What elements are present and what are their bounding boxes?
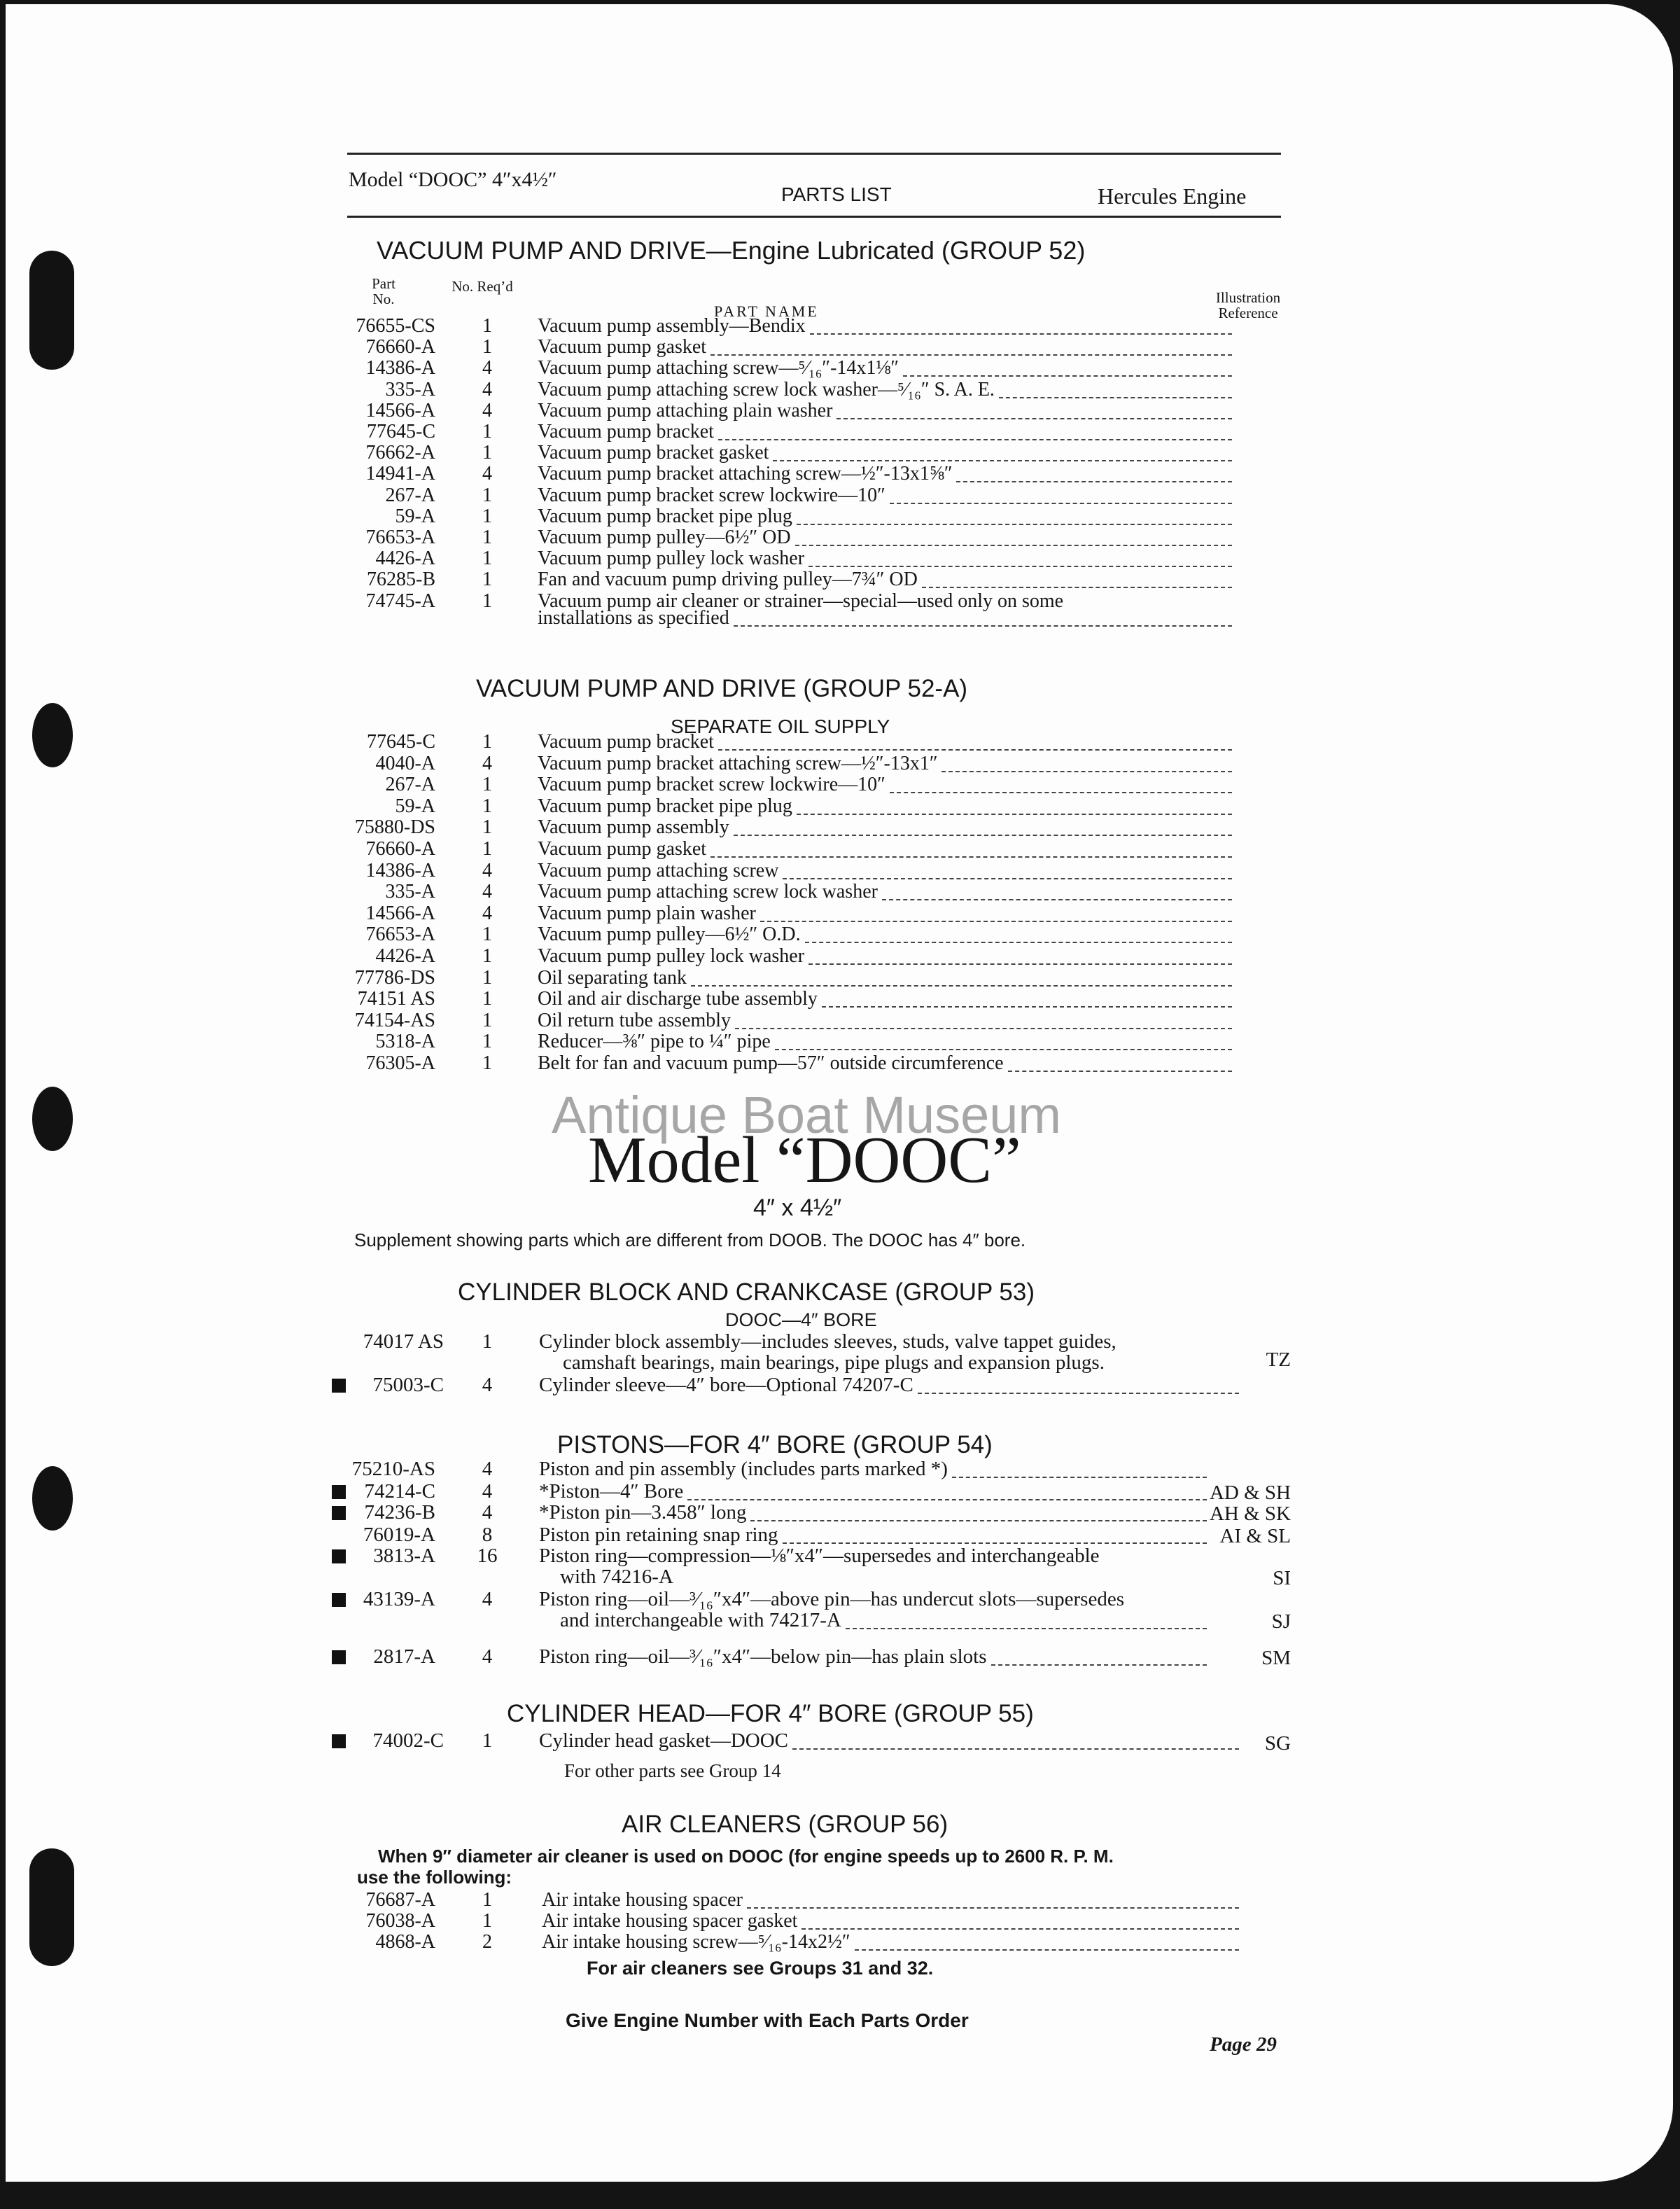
supplement-note: Supplement showing parts which are different from DOOB. The DOOC has 4″ bore. bbox=[354, 1229, 1026, 1250]
new-part-marker-icon bbox=[332, 1549, 346, 1563]
part-number: 76660-A bbox=[365, 838, 435, 860]
part-name: Piston and pin assembly (includes parts marked *) bbox=[539, 1458, 948, 1480]
part-name: Oil return tube assembly bbox=[538, 1010, 732, 1031]
quantity-required: 4 bbox=[482, 881, 492, 903]
leader-dots bbox=[1008, 1071, 1232, 1072]
quantity-required: 1 bbox=[482, 838, 492, 860]
part-name: Vacuum pump bracket attaching screw—½″-13x1⅝″ bbox=[538, 463, 953, 485]
part-number: 14941-A bbox=[365, 463, 435, 485]
part-number: 4426-A bbox=[375, 548, 435, 569]
part-number: 267-A bbox=[385, 774, 435, 795]
leader-dots bbox=[802, 1928, 1239, 1930]
quantity-required: 1 bbox=[482, 1889, 492, 1911]
part-number: 76687-A bbox=[365, 1889, 435, 1911]
header-right: Hercules Engine bbox=[1098, 183, 1247, 209]
footer-notice: Give Engine Number with Each Parts Order bbox=[566, 2009, 969, 2031]
quantity-required: 4 bbox=[482, 1458, 493, 1480]
new-part-marker-icon bbox=[332, 1485, 346, 1499]
leader-dots bbox=[941, 771, 1232, 772]
quantity-required: 4 bbox=[482, 1480, 493, 1503]
part-name: Belt for fan and vacuum pump—57″ outside circumference bbox=[538, 1052, 1004, 1074]
part-number: 76653-A bbox=[365, 527, 435, 548]
part-number: 5318-A bbox=[375, 1031, 435, 1052]
quantity-required: 1 bbox=[482, 485, 492, 506]
part-name: Fan and vacuum pump driving pulley—7¾″ OD bbox=[538, 569, 918, 590]
new-part-marker-icon bbox=[332, 1593, 346, 1607]
leader-dots bbox=[775, 1049, 1232, 1050]
quantity-required: 1 bbox=[482, 590, 492, 612]
part-name: *Piston—4″ Bore bbox=[539, 1480, 684, 1503]
quantity-required: 1 bbox=[482, 945, 492, 967]
part-number: 335-A bbox=[385, 881, 435, 903]
illustration-reference: TZ bbox=[1266, 1349, 1291, 1371]
part-number: 43139-A bbox=[363, 1588, 435, 1610]
illustration-reference: SM bbox=[1261, 1647, 1291, 1669]
part-name: Vacuum pump attaching screw lock washer—⁵⁄₁₆″ S. A. E. bbox=[538, 379, 995, 400]
part-name: Vacuum pump gasket bbox=[538, 336, 707, 358]
leader-dots bbox=[797, 814, 1232, 815]
quantity-required: 4 bbox=[482, 463, 492, 485]
part-name: Air intake housing spacer gasket bbox=[542, 1910, 798, 1932]
part-name: Cylinder sleeve—4″ bore—Optional 74207-C bbox=[539, 1374, 913, 1396]
quantity-required: 1 bbox=[482, 1910, 492, 1932]
col-part-no: Part No. bbox=[372, 275, 396, 308]
part-number: 76038-A bbox=[365, 1910, 435, 1932]
part-number: 14566-A bbox=[365, 400, 435, 421]
part-name: Piston ring—oil—³⁄₁₆″x4″—below pin—has plain slots bbox=[539, 1645, 987, 1668]
col-part-name: PART NAME bbox=[714, 302, 819, 320]
part-number: 76305-A bbox=[365, 1052, 435, 1074]
quantity-required: 1 bbox=[482, 527, 492, 548]
new-part-marker-icon bbox=[332, 1379, 346, 1393]
new-part-marker-icon bbox=[332, 1506, 346, 1520]
quantity-required: 1 bbox=[482, 774, 492, 795]
quantity-required: 4 bbox=[482, 1374, 493, 1396]
part-number: 77645-C bbox=[367, 731, 435, 753]
part-number: 77786-DS bbox=[354, 967, 435, 989]
quantity-required: 2 bbox=[482, 1931, 492, 1953]
leader-dots bbox=[783, 1542, 1207, 1544]
part-number: 4868-A bbox=[375, 1931, 435, 1953]
illustration-reference: SG bbox=[1264, 1732, 1291, 1755]
part-name: Vacuum pump bracket screw lockwire—10″ bbox=[538, 485, 886, 506]
leader-dots bbox=[999, 397, 1232, 398]
watermark: Antique Boat Museum bbox=[552, 1086, 1062, 1144]
part-name: *Piston pin—3.458″ long bbox=[539, 1501, 747, 1524]
group52-title: VACUUM PUMP AND DRIVE—Engine Lubricated (GROUP 52) bbox=[377, 236, 1086, 265]
leader-dots bbox=[903, 375, 1232, 377]
part-name: Vacuum pump pulley lock washer bbox=[538, 548, 805, 569]
group54-title: PISTONS—FOR 4″ BORE (GROUP 54) bbox=[557, 1431, 993, 1458]
part-name: Piston pin retaining snap ring bbox=[539, 1524, 778, 1546]
group55-note: For other parts see Group 14 bbox=[564, 1760, 781, 1781]
part-name: Vacuum pump pulley—6½″ O.D. bbox=[538, 924, 801, 945]
leader-dots bbox=[783, 878, 1232, 879]
part-name: Vacuum pump bracket pipe plug bbox=[538, 506, 792, 527]
leader-dots bbox=[773, 460, 1232, 461]
illustration-reference: SI bbox=[1273, 1567, 1291, 1589]
part-number: 267-A bbox=[385, 485, 435, 506]
group53-title: CYLINDER BLOCK AND CRANKCASE (GROUP 53) bbox=[458, 1278, 1035, 1306]
leader-dots bbox=[882, 899, 1232, 900]
leader-dots bbox=[822, 1006, 1232, 1008]
quantity-required: 4 bbox=[482, 400, 492, 421]
leader-dots bbox=[836, 418, 1232, 419]
group56-intro-2: use the following: bbox=[357, 1867, 512, 1888]
leader-dots bbox=[797, 524, 1232, 525]
leader-dots bbox=[750, 1520, 1207, 1521]
new-part-marker-icon bbox=[332, 1734, 346, 1748]
part-number: 74002-C bbox=[372, 1729, 444, 1752]
quantity-required: 1 bbox=[482, 506, 492, 527]
group56-intro-1: When 9″ diameter air cleaner is used on DOOC (for engine speeds up to 2600 R. P. M. bbox=[378, 1846, 1114, 1867]
part-name: Vacuum pump bracket screw lockwire—10″ bbox=[538, 774, 886, 795]
part-number: 74745-A bbox=[365, 590, 435, 612]
model-size: 4″ x 4½″ bbox=[753, 1194, 842, 1221]
part-number: 2817-A bbox=[373, 1645, 435, 1668]
leader-dots bbox=[691, 985, 1232, 987]
part-number: 74154-AS bbox=[354, 1010, 435, 1031]
quantity-required: 4 bbox=[482, 1645, 493, 1668]
part-name: Vacuum pump attaching screw lock washer bbox=[538, 881, 878, 903]
quantity-required: 4 bbox=[482, 1501, 493, 1524]
leader-dots bbox=[687, 1499, 1207, 1500]
quantity-required: 1 bbox=[482, 1729, 493, 1752]
part-number: 76662-A bbox=[365, 442, 435, 464]
part-name: Air intake housing screw—⁵⁄₁₆-14x2½″ bbox=[542, 1931, 850, 1953]
part-name-continued: installations as specified bbox=[538, 607, 729, 629]
leader-dots bbox=[805, 942, 1232, 943]
leader-dots bbox=[855, 1949, 1239, 1951]
quantity-required: 16 bbox=[477, 1545, 498, 1567]
part-name: Vacuum pump bracket bbox=[538, 421, 714, 443]
quantity-required: 1 bbox=[482, 442, 492, 464]
leader-dots bbox=[760, 921, 1232, 922]
part-name: Vacuum pump plain washer bbox=[538, 903, 756, 924]
leader-dots bbox=[918, 1393, 1239, 1394]
part-name: Cylinder head gasket—DOOC bbox=[539, 1729, 788, 1752]
leader-dots bbox=[991, 1664, 1207, 1666]
part-name: Vacuum pump gasket bbox=[538, 838, 707, 860]
col-no-reqd: No. Req’d bbox=[451, 278, 513, 295]
part-name: Air intake housing spacer bbox=[542, 1889, 743, 1911]
leader-dots bbox=[747, 1907, 1239, 1909]
quantity-required: 8 bbox=[482, 1524, 493, 1546]
quantity-required: 1 bbox=[482, 548, 492, 569]
header-top-rule bbox=[347, 153, 1281, 155]
part-number: 76660-A bbox=[365, 336, 435, 358]
leader-dots bbox=[710, 856, 1232, 858]
part-name: Vacuum pump assembly bbox=[538, 816, 729, 838]
part-number: 4426-A bbox=[375, 945, 435, 967]
leader-dots bbox=[808, 566, 1232, 567]
part-number: 74214-C bbox=[364, 1480, 435, 1503]
part-number: 4040-A bbox=[375, 753, 435, 774]
part-number: 76653-A bbox=[365, 924, 435, 945]
quantity-required: 1 bbox=[482, 421, 492, 443]
group52a-subtitle: SEPARATE OIL SUPPLY bbox=[671, 716, 890, 737]
leader-dots bbox=[952, 1477, 1207, 1478]
col-illustration-ref: Illustration Reference bbox=[1215, 289, 1281, 322]
quantity-required: 1 bbox=[482, 1052, 492, 1074]
leader-dots bbox=[890, 792, 1232, 793]
quantity-required: 4 bbox=[482, 357, 492, 379]
part-name-continued: with 74216-A bbox=[560, 1566, 673, 1588]
quantity-required: 1 bbox=[482, 1010, 492, 1031]
leader-dots bbox=[956, 481, 1232, 482]
part-number: 75880-DS bbox=[354, 816, 435, 838]
part-number: 76285-B bbox=[367, 569, 435, 590]
group56-note: For air cleaners see Groups 31 and 32. bbox=[587, 1958, 934, 1979]
group56-title: AIR CLEANERS (GROUP 56) bbox=[622, 1811, 948, 1838]
part-name: Vacuum pump air cleaner or strainer—special—used only on some bbox=[538, 590, 1064, 612]
part-number: 14566-A bbox=[365, 903, 435, 924]
leader-dots bbox=[734, 625, 1232, 627]
part-name: Reducer—⅜″ pipe to ¼″ pipe bbox=[538, 1031, 771, 1052]
quantity-required: 4 bbox=[482, 903, 492, 924]
leader-dots bbox=[792, 1748, 1239, 1750]
illustration-reference: AI & SL bbox=[1219, 1525, 1291, 1547]
quantity-required: 1 bbox=[482, 924, 492, 945]
part-number: 75003-C bbox=[372, 1374, 444, 1396]
part-name: Vacuum pump attaching screw bbox=[538, 860, 779, 881]
new-part-marker-icon bbox=[332, 1650, 346, 1664]
part-name: Vacuum pump bracket gasket bbox=[538, 442, 769, 464]
part-name: Vacuum pump bracket pipe plug bbox=[538, 795, 792, 817]
leader-dots bbox=[810, 333, 1232, 335]
leader-dots bbox=[710, 354, 1232, 356]
quantity-required: 4 bbox=[482, 860, 492, 881]
part-name: Vacuum pump bracket attaching screw—½″-13x1″ bbox=[538, 753, 938, 774]
part-number: 59-A bbox=[395, 506, 435, 527]
part-number: 335-A bbox=[385, 379, 435, 400]
quantity-required: 4 bbox=[482, 753, 492, 774]
quantity-required: 4 bbox=[482, 1588, 493, 1610]
binder-hole-4 bbox=[32, 1466, 73, 1531]
quantity-required: 1 bbox=[482, 569, 492, 590]
group53-subtitle: DOOC—4″ BORE bbox=[725, 1309, 877, 1330]
binder-hole-2 bbox=[32, 703, 73, 767]
part-name: Piston ring—compression—⅛″x4″—supersedes and interchangeable bbox=[539, 1545, 1100, 1567]
part-name-continued: and interchangeable with 74217-A bbox=[560, 1609, 841, 1631]
quantity-required: 1 bbox=[482, 1330, 493, 1353]
part-number: 74236-B bbox=[364, 1501, 435, 1524]
leader-dots bbox=[846, 1628, 1207, 1629]
part-number: 74151 AS bbox=[357, 988, 435, 1010]
part-name: Cylinder block assembly—includes sleeves, studs, valve tappet guides, bbox=[539, 1330, 1116, 1353]
part-number: 76019-A bbox=[363, 1524, 435, 1546]
leader-dots bbox=[922, 587, 1232, 588]
quantity-required: 1 bbox=[482, 1031, 492, 1052]
illustration-reference: AD & SH bbox=[1209, 1482, 1291, 1504]
binder-hole-5 bbox=[29, 1848, 74, 1966]
part-name: Piston ring—oil—³⁄₁₆″x4″—above pin—has undercut slots—supersedes bbox=[539, 1588, 1125, 1610]
part-name: Vacuum pump pulley lock washer bbox=[538, 945, 805, 967]
leader-dots bbox=[734, 835, 1232, 836]
part-name-continued: camshaft bearings, main bearings, pipe plugs and expansion plugs. bbox=[563, 1351, 1105, 1374]
group52a-title: VACUUM PUMP AND DRIVE (GROUP 52-A) bbox=[476, 675, 968, 702]
header-model: Model “DOOC” 4″x4½″ bbox=[349, 168, 557, 191]
leader-dots bbox=[718, 439, 1232, 440]
model-title: Model “DOOC” bbox=[588, 1124, 1021, 1197]
part-number: 76655-CS bbox=[356, 315, 435, 337]
document-page bbox=[6, 4, 1673, 2182]
quantity-required: 1 bbox=[482, 731, 492, 753]
part-name: Oil separating tank bbox=[538, 967, 687, 989]
leader-dots bbox=[890, 503, 1232, 504]
part-name: Vacuum pump pulley—6½″ OD bbox=[538, 527, 791, 548]
quantity-required: 1 bbox=[482, 795, 492, 817]
header-center: PARTS LIST bbox=[781, 183, 892, 205]
quantity-required: 4 bbox=[482, 379, 492, 400]
part-number: 14386-A bbox=[365, 357, 435, 379]
part-number: 77645-C bbox=[367, 421, 435, 443]
binder-hole-3 bbox=[32, 1087, 73, 1151]
part-name: Vacuum pump attaching plain washer bbox=[538, 400, 833, 421]
part-name: Vacuum pump bracket bbox=[538, 731, 714, 753]
leader-dots bbox=[808, 963, 1232, 965]
leader-dots bbox=[735, 1028, 1232, 1029]
quantity-required: 1 bbox=[482, 967, 492, 989]
part-name: Oil and air discharge tube assembly bbox=[538, 988, 818, 1010]
part-name: Vacuum pump attaching screw—⁵⁄₁₆″-14x1⅛″ bbox=[538, 357, 899, 379]
leader-dots bbox=[795, 545, 1232, 546]
page-number: Page 29 bbox=[1210, 2033, 1277, 2056]
illustration-reference: SJ bbox=[1271, 1610, 1291, 1633]
binder-hole-1 bbox=[29, 251, 74, 370]
quantity-required: 1 bbox=[482, 988, 492, 1010]
header-bottom-rule bbox=[347, 216, 1281, 218]
part-number: 3813-A bbox=[373, 1545, 435, 1567]
part-name: Vacuum pump assembly—Bendix bbox=[538, 315, 806, 337]
part-number: 14386-A bbox=[365, 860, 435, 881]
part-number: 59-A bbox=[395, 795, 435, 817]
leader-dots bbox=[718, 749, 1232, 751]
quantity-required: 1 bbox=[482, 336, 492, 358]
part-number: 75210-AS bbox=[351, 1458, 435, 1480]
quantity-required: 1 bbox=[482, 816, 492, 838]
illustration-reference: AH & SK bbox=[1209, 1503, 1291, 1525]
group55-title: CYLINDER HEAD—FOR 4″ BORE (GROUP 55) bbox=[507, 1700, 1034, 1727]
part-number: 74017 AS bbox=[363, 1330, 444, 1353]
quantity-required: 1 bbox=[482, 315, 492, 337]
